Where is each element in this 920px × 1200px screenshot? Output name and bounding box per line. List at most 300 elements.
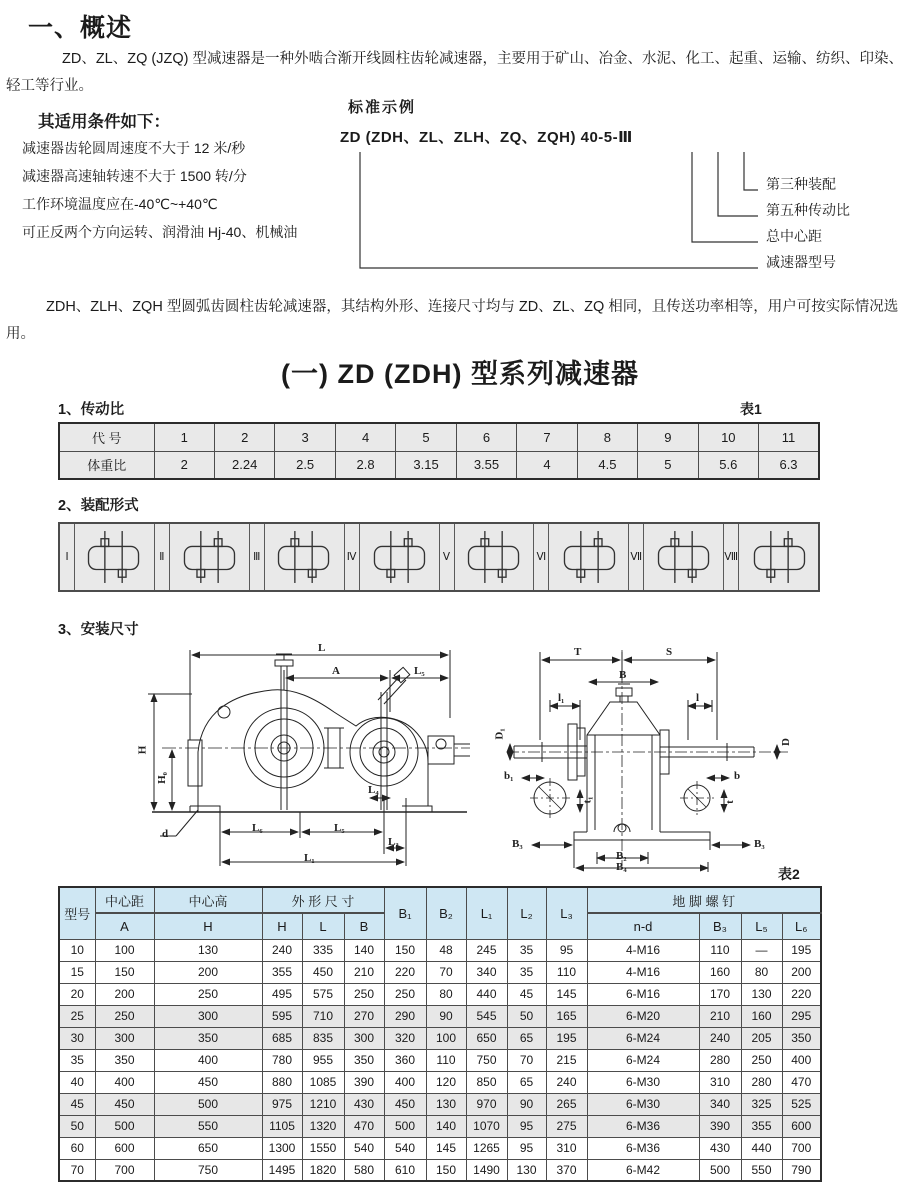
- table-row: [59, 1093, 821, 1115]
- cell: 240: [262, 939, 302, 961]
- cell: 250: [741, 1049, 782, 1071]
- cell: 200: [95, 983, 154, 1005]
- cell: 350: [344, 1049, 384, 1071]
- cell: 370: [546, 1159, 587, 1181]
- cell: 140: [426, 1115, 466, 1137]
- cell: 335: [302, 939, 344, 961]
- cell: 90: [507, 1093, 546, 1115]
- gearbox-schematic-icon: [456, 526, 532, 588]
- cell: 65: [507, 1027, 546, 1049]
- cell: 400: [95, 1071, 154, 1093]
- cell: 4: [517, 451, 577, 479]
- cell: 400: [782, 1049, 821, 1071]
- cell: 540: [384, 1137, 426, 1159]
- cell: 10: [698, 423, 758, 451]
- col-B2: B₂: [426, 887, 466, 939]
- col-L5: L₅: [741, 913, 782, 939]
- dim-l1: l₁: [558, 692, 565, 704]
- assembly-form-drawing: [644, 524, 723, 590]
- cell: —: [741, 939, 782, 961]
- col-anchor-bolts: 地 脚 螺 钉: [587, 887, 821, 913]
- dim-t1: t₁: [581, 796, 594, 804]
- cell: 170: [699, 983, 741, 1005]
- col-center-dist: 中心距: [95, 887, 154, 913]
- cell: 90: [426, 1005, 466, 1027]
- cell: 40: [59, 1071, 95, 1093]
- cell: 300: [344, 1027, 384, 1049]
- dim-D1: D₁: [493, 728, 506, 740]
- cell: 6-M16: [587, 983, 699, 1005]
- cell: 6-M24: [587, 1049, 699, 1071]
- cell: 6-M36: [587, 1137, 699, 1159]
- assembly-form-numeral: Ⅴ: [440, 524, 455, 590]
- gearbox-schematic-icon: [741, 526, 817, 588]
- cell: 130: [507, 1159, 546, 1181]
- cell: 2: [214, 423, 274, 451]
- cell: 1105: [262, 1115, 302, 1137]
- cell: 790: [782, 1159, 821, 1181]
- table-row: [59, 1137, 821, 1159]
- cell: 240: [546, 1071, 587, 1093]
- cell: 295: [782, 1005, 821, 1027]
- cell: 165: [546, 1005, 587, 1027]
- table-row: [59, 1005, 821, 1027]
- table-row: [59, 1115, 821, 1137]
- cell: 280: [741, 1071, 782, 1093]
- cell: 250: [344, 983, 384, 1005]
- cell: 360: [384, 1049, 426, 1071]
- table-row: [59, 451, 819, 479]
- condition-line: 工作环境温度应在-40℃~+40℃: [22, 196, 218, 212]
- cell: 80: [741, 961, 782, 983]
- cell: 30: [59, 1027, 95, 1049]
- cell: 4.5: [577, 451, 637, 479]
- cell: 650: [466, 1027, 507, 1049]
- cell: 6-M30: [587, 1071, 699, 1093]
- transmission-ratio-table: [58, 422, 820, 480]
- cell: 2.24: [214, 451, 274, 479]
- cell: 1210: [302, 1093, 344, 1115]
- cell: 470: [782, 1071, 821, 1093]
- gearbox-schematic-icon: [76, 526, 152, 588]
- assembly-form-numeral: Ⅰ: [60, 524, 75, 590]
- cell: 275: [546, 1115, 587, 1137]
- assembly-form-drawing: [265, 524, 344, 590]
- cell: 390: [699, 1115, 741, 1137]
- cell: 110: [546, 961, 587, 983]
- assembly-form-cell: [60, 524, 154, 590]
- col-L: L: [302, 913, 344, 939]
- cell: 350: [782, 1027, 821, 1049]
- cell: 100: [426, 1027, 466, 1049]
- cell: 780: [262, 1049, 302, 1071]
- dim-H: H: [136, 745, 149, 755]
- cell: 880: [262, 1071, 302, 1093]
- cell: 6-M42: [587, 1159, 699, 1181]
- cell: 700: [782, 1137, 821, 1159]
- cell: 1820: [302, 1159, 344, 1181]
- cell: 45: [507, 983, 546, 1005]
- cell: 390: [344, 1071, 384, 1093]
- cell: 1265: [466, 1137, 507, 1159]
- col-nd: n-d: [587, 913, 699, 939]
- cell: 6.3: [759, 451, 819, 479]
- cell: 600: [782, 1115, 821, 1137]
- cell: 270: [344, 1005, 384, 1027]
- condition-line: 减速器齿轮圆周速度不大于 12 米/秒: [22, 140, 246, 156]
- cell: 685: [262, 1027, 302, 1049]
- assembly-section-label: 2、装配形式: [58, 498, 139, 514]
- cell: 970: [466, 1093, 507, 1115]
- dim-L2: L₂: [388, 836, 399, 848]
- cell: 1320: [302, 1115, 344, 1137]
- cell: 450: [95, 1093, 154, 1115]
- cell: 310: [546, 1137, 587, 1159]
- table2-tag: 表2: [778, 866, 800, 882]
- dimensions-table: [58, 886, 822, 1182]
- assembly-form-cell: [628, 524, 723, 590]
- dim-B4: B₄: [616, 861, 627, 873]
- col-outline: 外 形 尺 寸: [262, 887, 384, 913]
- cell: 350: [154, 1027, 262, 1049]
- cell: 340: [466, 961, 507, 983]
- assembly-form-drawing: [170, 524, 249, 590]
- example-title: 标准示例: [348, 99, 417, 116]
- gearbox-schematic-icon: [266, 526, 342, 588]
- table-row: [59, 983, 821, 1005]
- assembly-form-numeral: Ⅵ: [534, 524, 549, 590]
- cell: 500: [154, 1093, 262, 1115]
- dim-l: l: [696, 692, 700, 704]
- dim-B2: B₂: [616, 850, 627, 862]
- cell: 250: [154, 983, 262, 1005]
- series-section-title: (一) ZD (ZDH) 型系列减速器: [281, 359, 639, 389]
- cell: 3: [275, 423, 335, 451]
- assembly-form-numeral: Ⅳ: [345, 524, 360, 590]
- cell: 60: [59, 1137, 95, 1159]
- cell: 355: [741, 1115, 782, 1137]
- cell: 10: [59, 939, 95, 961]
- dim-b: b: [734, 770, 741, 782]
- cell: 70: [426, 961, 466, 983]
- cell: 610: [384, 1159, 426, 1181]
- cell: 7: [517, 423, 577, 451]
- dim-L5: L₅: [414, 665, 425, 677]
- cell: 35: [507, 939, 546, 961]
- cell: 5: [638, 451, 698, 479]
- cell: 200: [154, 961, 262, 983]
- cell: 6-M24: [587, 1027, 699, 1049]
- cell: 110: [699, 939, 741, 961]
- cell: 355: [262, 961, 302, 983]
- cell: 8: [577, 423, 637, 451]
- condition-line: 减速器高速轴转速不大于 1500 转/分: [22, 168, 247, 184]
- cell: 1490: [466, 1159, 507, 1181]
- cell: 310: [699, 1071, 741, 1093]
- cell: 265: [546, 1093, 587, 1115]
- cell: 320: [384, 1027, 426, 1049]
- cell: 3.15: [396, 451, 456, 479]
- col-L1: L₁: [466, 887, 507, 939]
- example-model-code: ZD (ZDH、ZL、ZLH、ZQ、ZQH) 40-5-Ⅲ: [340, 129, 633, 146]
- ratio-table-label: 1、传动比: [58, 402, 125, 418]
- dim-B3-left: B₃: [512, 838, 523, 850]
- cell: 400: [384, 1071, 426, 1093]
- end-view-drawing: [492, 640, 804, 872]
- cell: 4-M16: [587, 961, 699, 983]
- cell: 440: [466, 983, 507, 1005]
- cell: 650: [154, 1137, 262, 1159]
- col-H: H: [154, 913, 262, 939]
- dim-t: t: [723, 800, 736, 804]
- assembly-form-cell: [723, 524, 818, 590]
- dim-L6: L₆: [252, 822, 263, 834]
- cell: 450: [154, 1071, 262, 1093]
- cell: 500: [95, 1115, 154, 1137]
- cell: 975: [262, 1093, 302, 1115]
- cell: 50: [507, 1005, 546, 1027]
- dim-L5b: L₅: [334, 822, 345, 834]
- assembly-form-numeral: Ⅲ: [250, 524, 265, 590]
- cell: 580: [344, 1159, 384, 1181]
- cell: 145: [546, 983, 587, 1005]
- cell: 835: [302, 1027, 344, 1049]
- col-L3: L₃: [546, 887, 587, 939]
- col-B3: B₃: [699, 913, 741, 939]
- cell: 20: [59, 983, 95, 1005]
- cell: 710: [302, 1005, 344, 1027]
- cell: 70: [507, 1049, 546, 1071]
- col-B1: B₁: [384, 887, 426, 939]
- cell: 80: [426, 983, 466, 1005]
- cell: 1550: [302, 1137, 344, 1159]
- cell: 750: [154, 1159, 262, 1181]
- assembly-form-drawing: [455, 524, 534, 590]
- cell: 1300: [262, 1137, 302, 1159]
- assembly-form-drawing: [360, 524, 439, 590]
- cell: 5: [396, 423, 456, 451]
- page-title: 一、概述: [28, 14, 133, 42]
- table-row: [59, 1049, 821, 1071]
- cell: 45: [59, 1093, 95, 1115]
- cell: 750: [466, 1049, 507, 1071]
- cell: 3.55: [456, 451, 516, 479]
- cell: 150: [384, 939, 426, 961]
- cell: 130: [741, 983, 782, 1005]
- cell: 540: [344, 1137, 384, 1159]
- cell: 15: [59, 961, 95, 983]
- cell: 200: [782, 961, 821, 983]
- assembly-form-drawing: [549, 524, 628, 590]
- gearbox-schematic-icon: [171, 526, 247, 588]
- dim-L4: L₄: [368, 784, 379, 796]
- cell: 110: [426, 1049, 466, 1071]
- cell: 240: [699, 1027, 741, 1049]
- cell: 145: [426, 1137, 466, 1159]
- table1-tag: 表1: [740, 401, 762, 417]
- table-row: [59, 423, 819, 451]
- cell: 450: [384, 1093, 426, 1115]
- cell: 11: [759, 423, 819, 451]
- cell: 140: [344, 939, 384, 961]
- cell: 50: [59, 1115, 95, 1137]
- dim-A: A: [332, 665, 340, 677]
- cell: 850: [466, 1071, 507, 1093]
- cell: 210: [344, 961, 384, 983]
- cell: 100: [95, 939, 154, 961]
- dim-T: T: [574, 646, 582, 658]
- cell: 6-M36: [587, 1115, 699, 1137]
- cell: 120: [426, 1071, 466, 1093]
- cell: 25: [59, 1005, 95, 1027]
- assembly-form-cell: [344, 524, 439, 590]
- table-row: [59, 1071, 821, 1093]
- cell: 595: [262, 1005, 302, 1027]
- cell: 575: [302, 983, 344, 1005]
- col-model: 型号: [59, 887, 95, 939]
- model-code-callout: 第五种传动比: [766, 202, 850, 218]
- cell: 130: [426, 1093, 466, 1115]
- cell: 1495: [262, 1159, 302, 1181]
- cell: 210: [699, 1005, 741, 1027]
- cell: 250: [384, 983, 426, 1005]
- cell: 600: [95, 1137, 154, 1159]
- cell: 95: [507, 1137, 546, 1159]
- cell: 220: [384, 961, 426, 983]
- cell: 400: [154, 1049, 262, 1071]
- row-label: 体重比: [59, 451, 154, 479]
- cell: 280: [699, 1049, 741, 1071]
- cell: 470: [344, 1115, 384, 1137]
- assembly-form-cell: [154, 524, 249, 590]
- cell: 35: [507, 961, 546, 983]
- cell: 300: [154, 1005, 262, 1027]
- cell: 5.6: [698, 451, 758, 479]
- cell: 35: [59, 1049, 95, 1071]
- cell: 430: [699, 1137, 741, 1159]
- cell: 700: [95, 1159, 154, 1181]
- table-row: [59, 1159, 821, 1181]
- cell: 525: [782, 1093, 821, 1115]
- dim-b1: b₁: [504, 770, 514, 782]
- cell: 9: [638, 423, 698, 451]
- assembly-form-cell: [439, 524, 534, 590]
- cell: 150: [426, 1159, 466, 1181]
- cell: 500: [384, 1115, 426, 1137]
- dim-S: S: [666, 646, 673, 658]
- cell: 70: [59, 1159, 95, 1181]
- cell: 290: [384, 1005, 426, 1027]
- cell: 195: [546, 1027, 587, 1049]
- dim-L1: L₁: [304, 852, 315, 864]
- cell: 2.8: [335, 451, 395, 479]
- cell: 160: [741, 1005, 782, 1027]
- cell: 495: [262, 983, 302, 1005]
- cell: 430: [344, 1093, 384, 1115]
- assembly-form-numeral: Ⅶ: [629, 524, 644, 590]
- cell: 6-M30: [587, 1093, 699, 1115]
- col-A: A: [95, 913, 154, 939]
- gearbox-schematic-icon: [646, 526, 722, 588]
- cell: 195: [782, 939, 821, 961]
- cell: 65: [507, 1071, 546, 1093]
- dim-H0: H₀: [155, 772, 168, 784]
- dim-B3-right: B₃: [754, 838, 765, 850]
- dim-L: L: [318, 642, 326, 654]
- cell: 205: [741, 1027, 782, 1049]
- cell: 250: [95, 1005, 154, 1027]
- assembly-form-numeral: Ⅷ: [724, 524, 739, 590]
- second-paragraph: ZDH、ZLH、ZQH 型圆弧齿圆柱齿轮减速器，其结构外形、连接尺寸均与 ZD、ZL、ZQ 相同，且传送功率相等，用户可按实际情况选用。: [6, 299, 899, 342]
- col-B: B: [344, 913, 384, 939]
- dim-d: d: [162, 828, 169, 840]
- install-section-label: 3、安装尺寸: [58, 622, 139, 638]
- side-view-drawing: [132, 640, 476, 868]
- cell: 350: [95, 1049, 154, 1071]
- conditions-list: [22, 134, 352, 246]
- cell: 48: [426, 939, 466, 961]
- cell: 1: [154, 423, 214, 451]
- cell: 2.5: [275, 451, 335, 479]
- cell: 6-M20: [587, 1005, 699, 1027]
- table-row: [59, 939, 821, 961]
- assembly-form-numeral: Ⅱ: [155, 524, 170, 590]
- cell: 500: [699, 1159, 741, 1181]
- conditions-title: 其适用条件如下：: [38, 113, 170, 131]
- cell: 95: [507, 1115, 546, 1137]
- cell: 545: [466, 1005, 507, 1027]
- cell: 1085: [302, 1071, 344, 1093]
- cell: 150: [95, 961, 154, 983]
- gearbox-schematic-icon: [551, 526, 627, 588]
- table-row: [59, 1027, 821, 1049]
- col-L2: L₂: [507, 887, 546, 939]
- cell: 300: [95, 1027, 154, 1049]
- dim-B: B: [619, 669, 627, 681]
- cell: 6: [456, 423, 516, 451]
- gearbox-schematic-icon: [361, 526, 437, 588]
- cell: 220: [782, 983, 821, 1005]
- cell: 550: [154, 1115, 262, 1137]
- assembly-form-cell: [249, 524, 344, 590]
- assembly-form-cell: [533, 524, 628, 590]
- cell: 2: [154, 451, 214, 479]
- cell: 325: [741, 1093, 782, 1115]
- cell: 245: [466, 939, 507, 961]
- cell: 340: [699, 1093, 741, 1115]
- cell: 4-M16: [587, 939, 699, 961]
- table-row: [59, 961, 821, 983]
- cell: 450: [302, 961, 344, 983]
- condition-line: 可正反两个方向运转、润滑油 Hj-40、机械油: [22, 224, 298, 240]
- row-label: 代 号: [59, 423, 154, 451]
- cell: 215: [546, 1049, 587, 1071]
- cell: 95: [546, 939, 587, 961]
- model-code-callout: 第三种装配: [766, 176, 836, 192]
- col-center-height: 中心高: [154, 887, 262, 913]
- cell: 4: [335, 423, 395, 451]
- assembly-form-drawing: [75, 524, 154, 590]
- dim-D: D: [779, 738, 792, 746]
- cell: 160: [699, 961, 741, 983]
- model-code-callout: 减速器型号: [766, 254, 836, 270]
- model-code-example: [340, 96, 906, 284]
- cell: 550: [741, 1159, 782, 1181]
- cell: 955: [302, 1049, 344, 1071]
- assembly-forms-strip: [58, 522, 820, 592]
- assembly-form-drawing: [739, 524, 818, 590]
- cell: 130: [154, 939, 262, 961]
